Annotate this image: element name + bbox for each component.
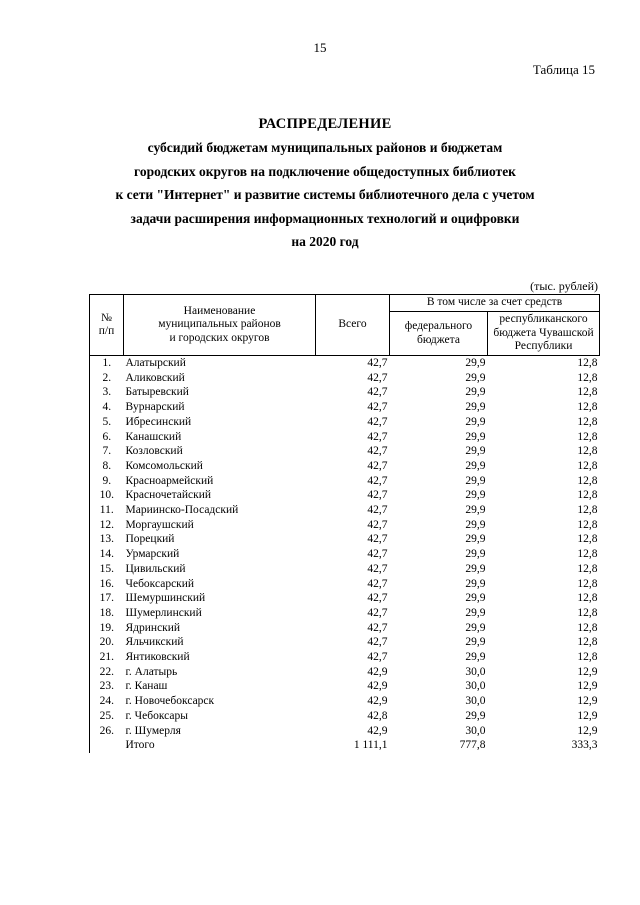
table-row [90, 444, 600, 459]
header-federal-line-2: бюджета [417, 333, 460, 346]
cell-total: 42,7 [367, 445, 388, 458]
header-total: Всего [316, 295, 390, 356]
header-group: В том числе за счет средств [390, 295, 600, 312]
table-row [90, 415, 600, 430]
cell-name: Красноармейский [125, 474, 214, 487]
cell-total: 1 111,1 [353, 739, 388, 752]
cell-total: 42,7 [367, 562, 388, 575]
header-num-line-1: № [101, 311, 112, 324]
cell-name: Урмарский [125, 548, 180, 561]
cell-federal: 29,9 [465, 386, 486, 399]
cell-total: 42,9 [367, 724, 388, 737]
cell-num: 1. [90, 356, 124, 371]
cell-num: 18. [90, 606, 124, 621]
cell-total: 42,7 [367, 386, 388, 399]
title-line-4: задачи расширения информационных технологий и оцифровки [130, 210, 520, 226]
cell-name: Шемуршинский [125, 592, 206, 605]
cell-name: Ибресинский [125, 415, 192, 428]
table-body [90, 356, 600, 753]
cell-total: 42,7 [367, 636, 388, 649]
table-row [90, 679, 600, 694]
cell-num: 9. [90, 474, 124, 489]
cell-name: Порецкий [125, 533, 175, 546]
cell-name: г. Алатырь [125, 665, 178, 678]
cell-name: Шумерлинский [125, 606, 202, 619]
document-title [60, 113, 590, 254]
cell-federal: 29,9 [465, 474, 486, 487]
cell-total: 42,7 [367, 592, 388, 605]
cell-name: Алатырский [125, 357, 186, 369]
cell-republic: 12,8 [577, 371, 598, 384]
table-row [90, 503, 600, 518]
title-line-5: на 2020 год [291, 234, 359, 249]
cell-num: 16. [90, 577, 124, 592]
cell-federal: 30,0 [465, 724, 486, 737]
header-republic-line-1: республиканского [499, 313, 588, 326]
cell-num: 12. [90, 518, 124, 533]
cell-republic: 12,9 [577, 695, 598, 708]
title-line-3: к сети "Интернет" и развитие системы библиотечного дела с учетом [115, 187, 535, 202]
cell-num: 23. [90, 679, 124, 694]
cell-federal: 29,9 [465, 577, 486, 590]
cell-republic: 12,8 [577, 636, 598, 649]
table-row [90, 474, 600, 489]
cell-federal: 30,0 [465, 695, 486, 708]
cell-republic: 12,8 [577, 430, 598, 443]
cell-num: 8. [90, 459, 124, 474]
cell-total: 42,7 [367, 621, 388, 634]
cell-federal: 29,9 [465, 548, 486, 561]
cell-num: 24. [90, 694, 124, 709]
cell-name: г. Канаш [125, 680, 168, 693]
cell-num: 5. [90, 415, 124, 430]
cell-federal: 29,9 [465, 371, 486, 384]
table-row [90, 356, 600, 371]
cell-num: 6. [90, 430, 124, 445]
cell-total: 42,7 [367, 415, 388, 428]
cell-name: Мариинско-Посадский [125, 504, 239, 517]
cell-federal: 29,9 [465, 533, 486, 546]
cell-num: 3. [90, 385, 124, 400]
cell-name: Моргаушский [125, 518, 194, 531]
cell-name: Батыревский [125, 386, 189, 399]
cell-total: 42,7 [367, 489, 388, 502]
cell-republic: 12,8 [577, 548, 598, 561]
cell-republic: 12,9 [577, 665, 598, 678]
cell-federal: 29,9 [465, 562, 486, 575]
cell-num: 17. [90, 591, 124, 606]
cell-total: 42,7 [367, 459, 388, 472]
header-name-line-1: Наименование [183, 304, 256, 317]
title-heading: РАСПРЕДЕЛЕНИЕ [258, 116, 392, 132]
cell-republic: 12,8 [577, 562, 598, 575]
table-row [90, 606, 600, 621]
cell-federal: 30,0 [465, 680, 486, 693]
cell-name: Аликовский [125, 371, 185, 384]
cell-total: 42,8 [367, 709, 388, 722]
table-row [90, 724, 600, 739]
cell-republic: 12,9 [577, 724, 598, 737]
units-label: (тыс. рублей) [530, 279, 598, 293]
cell-republic: 12,8 [577, 606, 598, 619]
cell-republic: 12,8 [577, 489, 598, 502]
page-number: 15 [313, 40, 327, 55]
table-row [90, 430, 600, 445]
cell-total: 42,7 [367, 548, 388, 561]
table-row [90, 621, 600, 636]
cell-num: 15. [90, 562, 124, 577]
cell-num: 2. [90, 371, 124, 386]
cell-name: Комсомольский [125, 459, 203, 472]
cell-federal: 29,9 [465, 401, 486, 414]
cell-name: Красночетайский [125, 489, 212, 502]
cell-name: г. Новочебоксарск [125, 695, 215, 708]
cell-republic: 12,8 [577, 621, 598, 634]
cell-federal: 29,9 [465, 430, 486, 443]
cell-num: 11. [90, 503, 124, 518]
header-num [90, 295, 124, 356]
cell-republic: 12,8 [577, 651, 598, 664]
title-line-1: субсидий бюджетам муниципальных районов и бюджетам [147, 140, 503, 155]
cell-num: 10. [90, 488, 124, 503]
cell-federal: 29,9 [465, 504, 486, 517]
cell-federal: 30,0 [465, 665, 486, 678]
table-row [90, 385, 600, 400]
cell-federal: 29,9 [465, 606, 486, 619]
table-row [90, 650, 600, 665]
header-republic [488, 312, 600, 356]
cell-num: 26. [90, 724, 124, 739]
cell-republic: 12,8 [577, 518, 598, 531]
cell-num: 25. [90, 709, 124, 724]
cell-republic: 12,8 [577, 533, 598, 546]
cell-federal: 29,9 [465, 592, 486, 605]
cell-name: Яльчикский [125, 636, 184, 649]
table-label: Таблица 15 [532, 62, 595, 77]
cell-federal: 29,9 [465, 489, 486, 502]
cell-republic: 333,3 [571, 739, 598, 752]
cell-republic: 12,8 [577, 504, 598, 517]
cell-num [90, 738, 124, 753]
cell-name: Чебоксарский [125, 577, 195, 590]
cell-federal: 29,9 [465, 415, 486, 428]
table-row [90, 577, 600, 592]
header-federal [390, 312, 488, 356]
cell-num: 7. [90, 444, 124, 459]
cell-republic: 12,8 [577, 445, 598, 458]
cell-name: Итого [125, 739, 155, 752]
cell-republic: 12,8 [577, 577, 598, 590]
table-row [90, 694, 600, 709]
table-row [90, 547, 600, 562]
cell-total: 42,7 [367, 606, 388, 619]
cell-republic: 12,8 [577, 401, 598, 414]
cell-total: 42,7 [367, 504, 388, 517]
cell-republic: 12,8 [577, 415, 598, 428]
cell-total: 42,7 [367, 577, 388, 590]
cell-federal: 29,9 [465, 357, 486, 369]
cell-total: 42,9 [367, 680, 388, 693]
table-row [90, 635, 600, 650]
table-row [90, 400, 600, 415]
table-row [90, 459, 600, 474]
cell-federal: 29,9 [465, 459, 486, 472]
cell-federal: 29,9 [465, 621, 486, 634]
cell-federal: 29,9 [465, 709, 486, 722]
cell-federal: 29,9 [465, 636, 486, 649]
cell-republic: 12,9 [577, 709, 598, 722]
cell-name: Ядринский [125, 621, 181, 634]
cell-num: 13. [90, 532, 124, 547]
cell-num: 14. [90, 547, 124, 562]
cell-federal: 777,8 [459, 739, 486, 752]
table-row [90, 371, 600, 386]
cell-num: 20. [90, 635, 124, 650]
cell-republic: 12,9 [577, 680, 598, 693]
cell-republic: 12,8 [577, 459, 598, 472]
cell-name: Канашский [125, 430, 182, 443]
table-row [90, 488, 600, 503]
header-num-line-2: п/п [98, 325, 115, 337]
header-federal-line-1: федерального [404, 320, 473, 332]
table-row [90, 518, 600, 533]
cell-name: г. Шумерля [125, 724, 181, 737]
header-name-line-2: муниципальных районов [158, 318, 281, 331]
cell-name: Янтиковский [125, 651, 190, 664]
cell-total: 42,7 [367, 518, 388, 531]
cell-federal: 29,9 [465, 651, 486, 664]
cell-total: 42,7 [367, 651, 388, 664]
cell-num: 4. [90, 400, 124, 415]
table-row [90, 532, 600, 547]
table-row [90, 709, 600, 724]
cell-total: 42,7 [367, 357, 388, 369]
cell-name: Вурнарский [125, 401, 185, 414]
header-republic-line-2: бюджета Чувашской [493, 326, 594, 339]
cell-total: 42,9 [367, 695, 388, 708]
table-row [90, 665, 600, 680]
subsidy-table [89, 294, 600, 753]
cell-republic: 12,8 [577, 386, 598, 399]
cell-name: г. Чебоксары [125, 709, 188, 722]
cell-num: 19. [90, 621, 124, 636]
header-republic-line-3: Республики [514, 340, 573, 353]
cell-total: 42,7 [367, 430, 388, 443]
cell-name: Козловский [125, 445, 183, 458]
cell-republic: 12,8 [577, 592, 598, 605]
cell-federal: 29,9 [465, 518, 486, 531]
cell-federal: 29,9 [465, 445, 486, 458]
cell-total: 42,7 [367, 474, 388, 487]
cell-republic: 12,8 [577, 357, 598, 369]
header-name [124, 295, 316, 356]
total-row [90, 738, 600, 753]
table-row [90, 591, 600, 606]
cell-total: 42,7 [367, 401, 388, 414]
table-row [90, 562, 600, 577]
cell-republic: 12,8 [577, 474, 598, 487]
cell-num: 21. [90, 650, 124, 665]
cell-name: Цивильский [125, 562, 186, 575]
cell-total: 42,7 [367, 533, 388, 546]
cell-total: 42,7 [367, 371, 388, 384]
cell-num: 22. [90, 665, 124, 680]
header-name-line-3: и городских округов [169, 331, 270, 344]
title-line-2: городских округов на подключение общедоступных библиотек [134, 163, 516, 179]
cell-total: 42,9 [367, 665, 388, 678]
